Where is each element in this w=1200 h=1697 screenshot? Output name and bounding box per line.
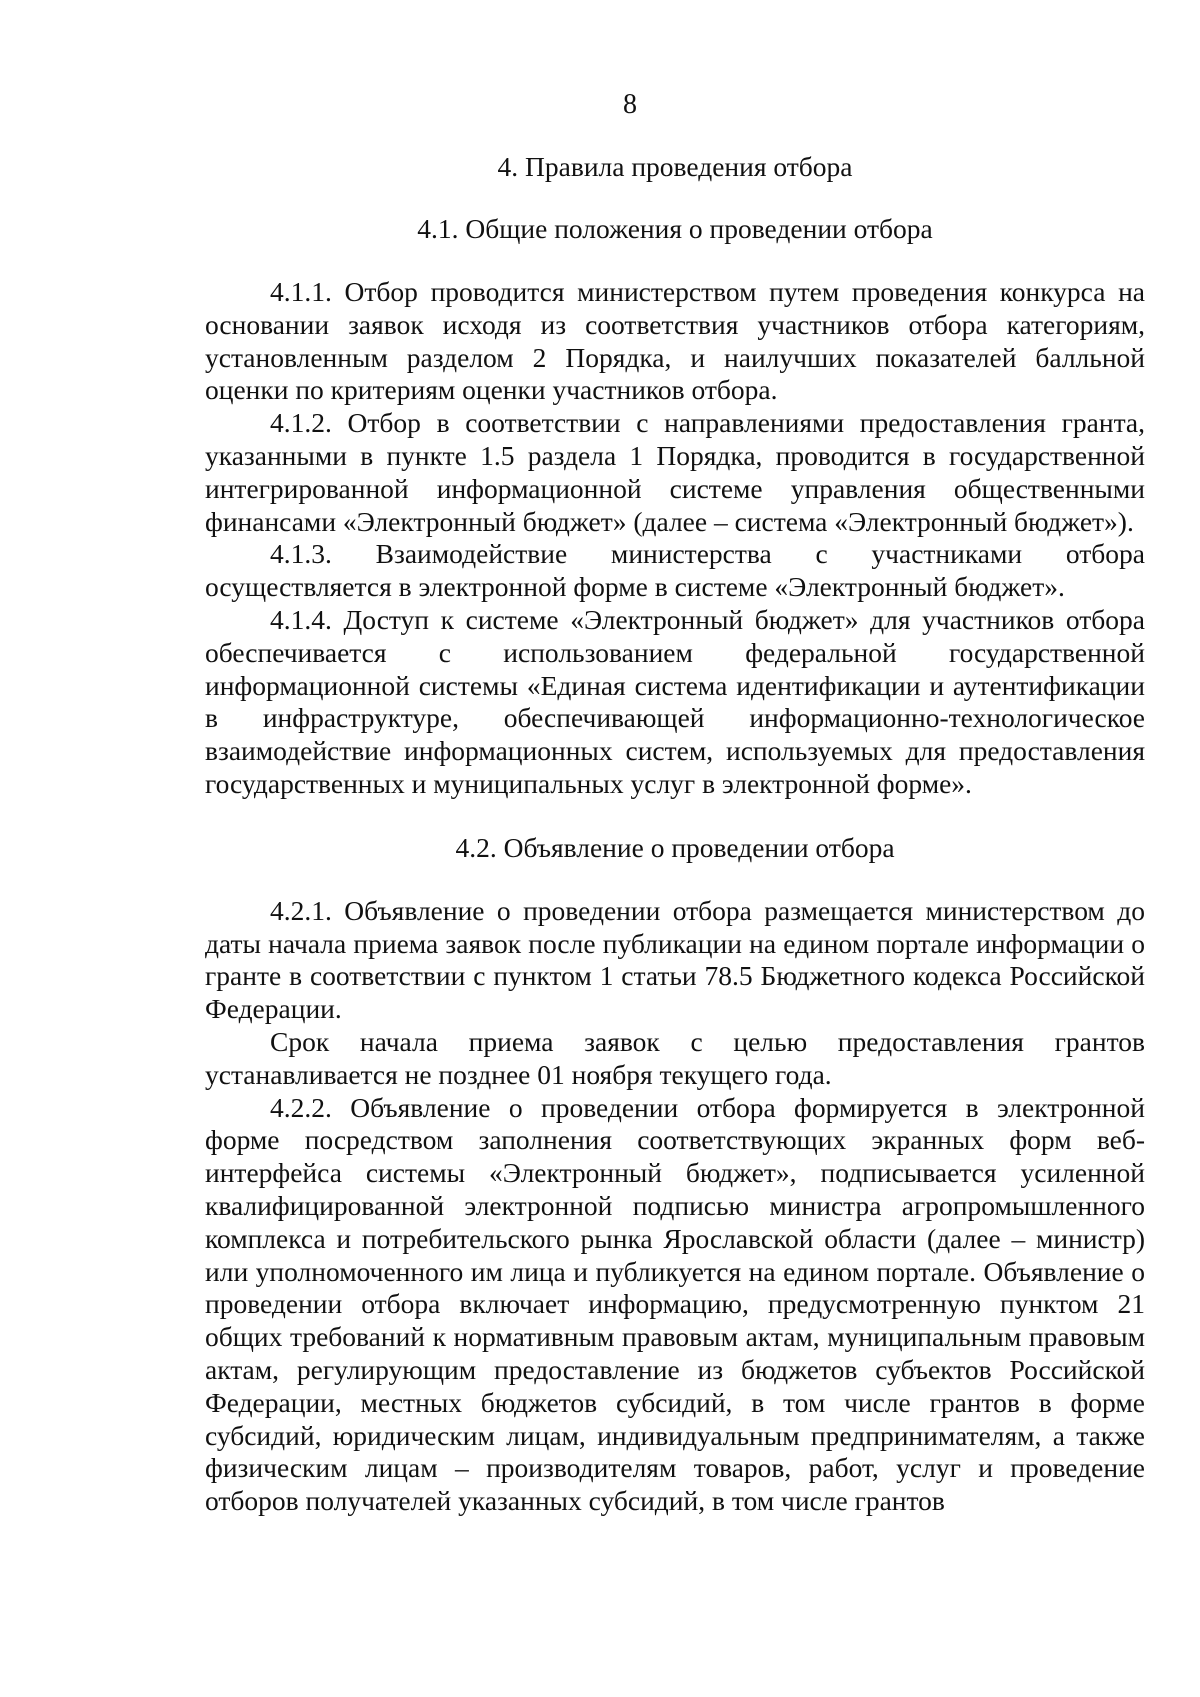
subsection-title-4-1: 4.1. Общие положения о проведении отбора: [417, 213, 933, 244]
paragraph-4-1-4: 4.1.4. Доступ к системе «Электронный бюджет» для участников отбора обеспечивается с использованием федеральной государственной информационной системы «Единая система идентификации и аутентификации в инфраструктуре, обеспечивающей информационно-технологическое взаимодействие информационных систем, используемых для предоставления государственных и муниципальных услуг в электронной форме».: [205, 603, 1145, 799]
paragraph-4-1-3: 4.1.3. Взаимодействие министерства с участниками отбора осуществляется в электронной форме в системе «Электронный бюджет».: [205, 538, 1145, 603]
document-body: [205, 150, 1145, 1518]
paragraph-4-1-2: 4.1.2. Отбор в соответствии с направлениями предоставления гранта, указанными в пункте 1.5 раздела 1 Порядка, проводится в государственной интегрированной информационной системе управления общественными финансами «Электронный бюджет» (далее – система «Электронный бюджет»).: [205, 407, 1145, 537]
section-title: 4. Правила проведения отбора: [497, 151, 853, 182]
paragraph-4-2-2: 4.2.2. Объявление о проведении отбора формируется в электронной форме посредством заполнения соответствующих экранных форм веб-интерфейса системы «Электронный бюджет», подписывается усиленной квалифицированной электронной подписью министра агропромышленного комплекса и потребительского рынка Ярославской области (далее – министр) или уполномоченного им лица и публикуется на едином портале. Объявление о проведении отбора включает информацию, предусмотренную пунктом 21 общих требований к нормативным правовым актам, муниципальным правовым актам, регулирующим предоставление из бюджетов субъектов Российской Федерации, местных бюджетов субсидий, в том числе грантов в форме субсидий, юридическим лицам, индивидуальным предпринимателям, а также физическим лицам – производителям товаров, работ, услуг и проведение отборов получателей указанных субсидий, в том числе грантов: [205, 1091, 1145, 1517]
page-number: 8: [623, 89, 637, 120]
paragraph-4-2-1: 4.2.1. Объявление о проведении отбора размещается министерством до даты начала приема заявок после публикации на едином портале информации о гранте в соответствии с пунктом 1 статьи 78.5 Бюджетного кодекса Российской Федерации.: [205, 894, 1145, 1025]
paragraph-4-1-1: 4.1.1. Отбор проводится министерством путем проведения конкурса на основании заявок исходя из соответствия участников отбора категориям, установленным разделом 2 Порядка, и наилучших показателей балльной оценки по критериям оценки участников отбора.: [205, 276, 1145, 406]
subsection-title-4-2: 4.2. Объявление о проведении отбора: [455, 831, 895, 863]
paragraph-deadline: Срок начала приема заявок с целью предоставления грантов устанавливается не позднее 01 ноября текущего года.: [205, 1025, 1145, 1090]
